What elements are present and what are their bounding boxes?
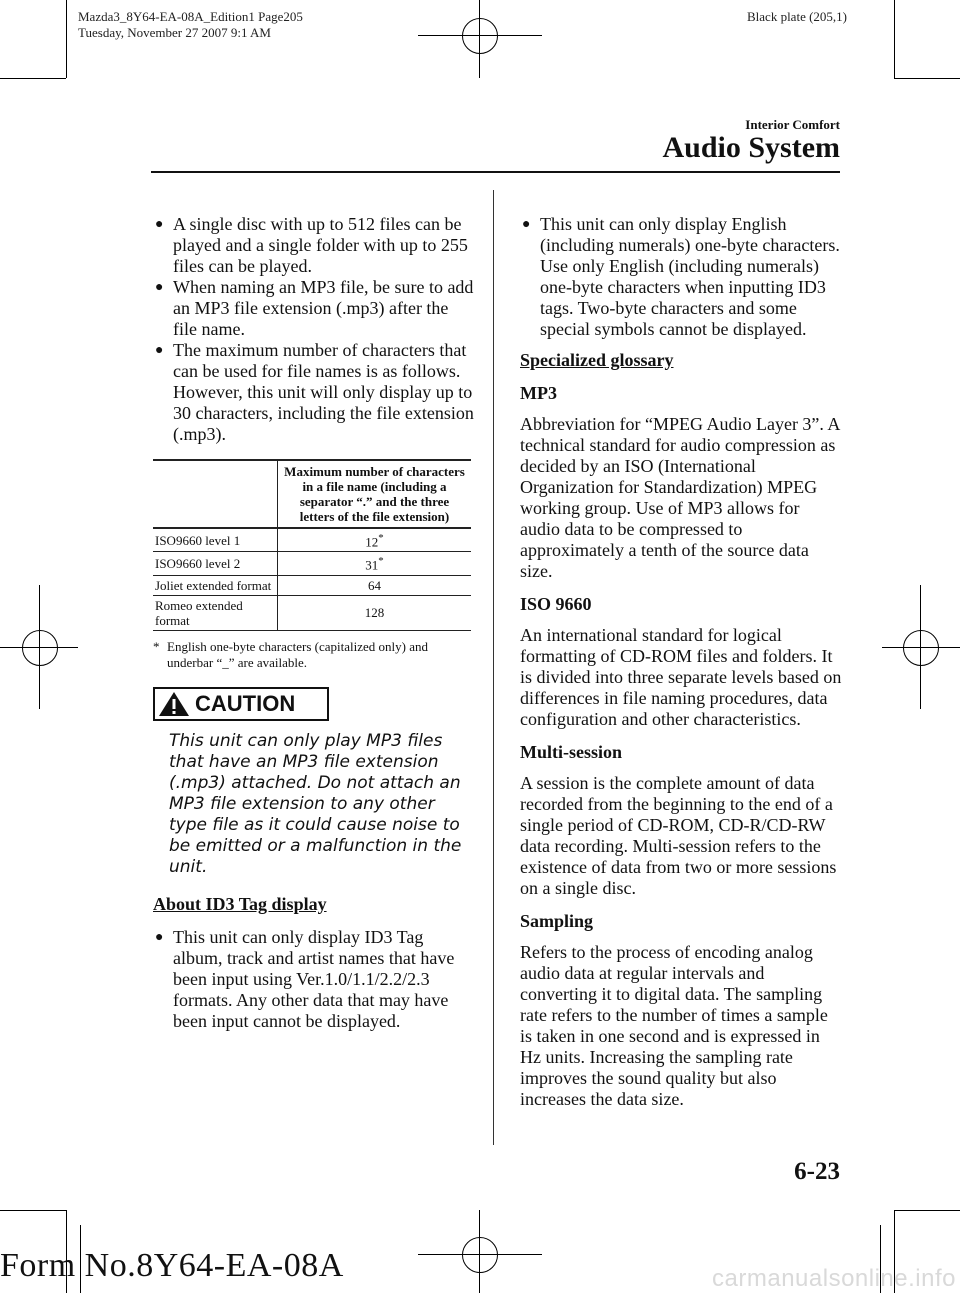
glossary-definition: Refers to the process of encoding analog audio data at regular intervals and converting it to digital data. The sampling rate refers to the number of times a sample is taken in one second and is expressed in Hz units. Increasing the sampling rate improves the sound quality but also increases the data size. xyxy=(520,942,828,1109)
caution-label-box xyxy=(153,687,329,721)
registration-line xyxy=(479,0,480,78)
list-item: ● This unit can only display ID3 Tag album, track and artist names that have been input using Ver.1.0/1.1/2.2/2.3 formats. Any other data that may have been input cannot be displayed. xyxy=(155,926,455,1031)
warning-triangle-icon xyxy=(157,690,191,718)
glossary-definition: An international standard for logical formatting of CD-ROM files and folders. It is divided into three separate levels based on differences in file naming procedures, data configuration and other characteristics. xyxy=(520,625,842,729)
filename-length-table xyxy=(153,459,471,631)
registration-line xyxy=(39,585,40,709)
registration-line xyxy=(418,1254,542,1255)
crop-mark xyxy=(894,1210,960,1211)
glossary-entry xyxy=(520,594,842,730)
bullet-icon: ● xyxy=(155,217,164,232)
table-header-row xyxy=(153,460,471,528)
plate-info: Black plate (205,1) xyxy=(747,9,847,24)
bullet-icon: ● xyxy=(522,217,531,232)
chapter-title: Audio System xyxy=(662,131,840,164)
caution-text: This unit can only play MP3 files that have an MP3 file extension (.mp3) attached. Do not attach an MP3 file extension to any other type file as it could cause noise to be emitted or a malfunction in the unit. xyxy=(169,730,462,877)
glossary-term: ISO 9660 xyxy=(520,594,592,614)
glossary-heading: Specialized glossary xyxy=(520,350,674,370)
table-row: ISO9660 level 2 31* xyxy=(153,552,471,575)
list-item: ● When naming an MP3 file, be sure to add an MP3 file extension (.mp3) after the file name. xyxy=(155,277,474,339)
registration-line xyxy=(418,35,542,36)
list-item: ● A single disc with up to 512 files can be played and a single folder with up to 255 files can be played. xyxy=(155,214,468,276)
print-info-line1: Mazda3_8Y64-EA-08A_Edition1 Page205 xyxy=(78,9,303,24)
bullet-icon: ● xyxy=(155,929,164,945)
mp3-rules-list xyxy=(153,214,475,445)
print-info-line2: Tuesday, November 27 2007 9:1 AM xyxy=(78,25,271,40)
table-footnote: * English one-byte characters (capitalized only) and underbar “_” are available. xyxy=(153,638,428,670)
registration-line xyxy=(920,585,921,709)
table-row: Romeo extended format 128 xyxy=(153,595,471,630)
page-number: 6-23 xyxy=(794,1158,840,1185)
table-row: ISO9660 level 1 12* xyxy=(153,528,471,552)
list-item: ● The maximum number of characters that can be used for file names is as follows. However, this unit will only display up to 30 characters, including the file extension (.mp3). xyxy=(155,340,474,444)
glossary-entry xyxy=(520,911,842,1110)
list-item: ● This unit can only display English (including numerals) one-byte characters. Use only English (including numerals) one-byte characters when inputting ID3 tags. Two-byte characters and some special symbols cannot be displayed. xyxy=(522,214,840,339)
table-header-blank xyxy=(153,460,278,528)
table-row: Joliet extended format 64 xyxy=(153,575,471,595)
crop-mark xyxy=(894,78,960,79)
right-column xyxy=(520,214,842,1110)
glossary-term: Sampling xyxy=(520,911,594,931)
table-header-max-chars: Maximum number of characters in a file name (including a separator “.” and the three letters of the file extension) xyxy=(278,460,472,528)
print-info xyxy=(78,9,303,41)
glossary-term: MP3 xyxy=(520,383,557,403)
display-rules-list xyxy=(520,214,842,340)
crop-mark xyxy=(894,0,895,78)
crop-mark xyxy=(0,1210,66,1211)
glossary-entry xyxy=(520,383,842,582)
id3-list xyxy=(153,927,475,1032)
glossary-entry xyxy=(520,742,842,899)
form-number: Form No.8Y64-EA-08A xyxy=(0,1247,344,1284)
glossary-term: Multi-session xyxy=(520,742,623,762)
registration-target-icon xyxy=(462,18,498,54)
registration-line xyxy=(882,647,960,648)
watermark[interactable]: carmanualsonline.info xyxy=(712,1265,956,1292)
crop-mark xyxy=(66,0,67,78)
section-label: Interior Comfort xyxy=(745,117,840,132)
header-rule xyxy=(151,171,840,173)
caution-label: CAUTION xyxy=(195,691,296,717)
registration-target-icon xyxy=(903,630,939,666)
id3-heading: About ID3 Tag display xyxy=(153,893,327,914)
bullet-icon: ● xyxy=(155,280,164,295)
registration-target-icon xyxy=(462,1237,498,1273)
registration-line xyxy=(479,1210,480,1293)
column-divider xyxy=(493,190,494,1145)
crop-mark xyxy=(0,78,66,79)
glossary-definition: Abbreviation for “MPEG Audio Layer 3”. A technical standard for audio compression as decided by an ISO (International Organization for Standardization) MPEG working group. Use of MP3 allows for audio data to be compressed to approximately a tenth of the source data size. xyxy=(520,414,840,581)
left-column xyxy=(153,214,475,1032)
registration-target-icon xyxy=(22,630,58,666)
glossary-definition: A session is the complete amount of data recorded from the beginning to the end of a single period of CD-ROM, CD-R/CD-RW data recording. Multi-session refers to the existence of data from two or more sessions on a single disc. xyxy=(520,773,837,898)
bullet-icon: ● xyxy=(155,343,164,358)
